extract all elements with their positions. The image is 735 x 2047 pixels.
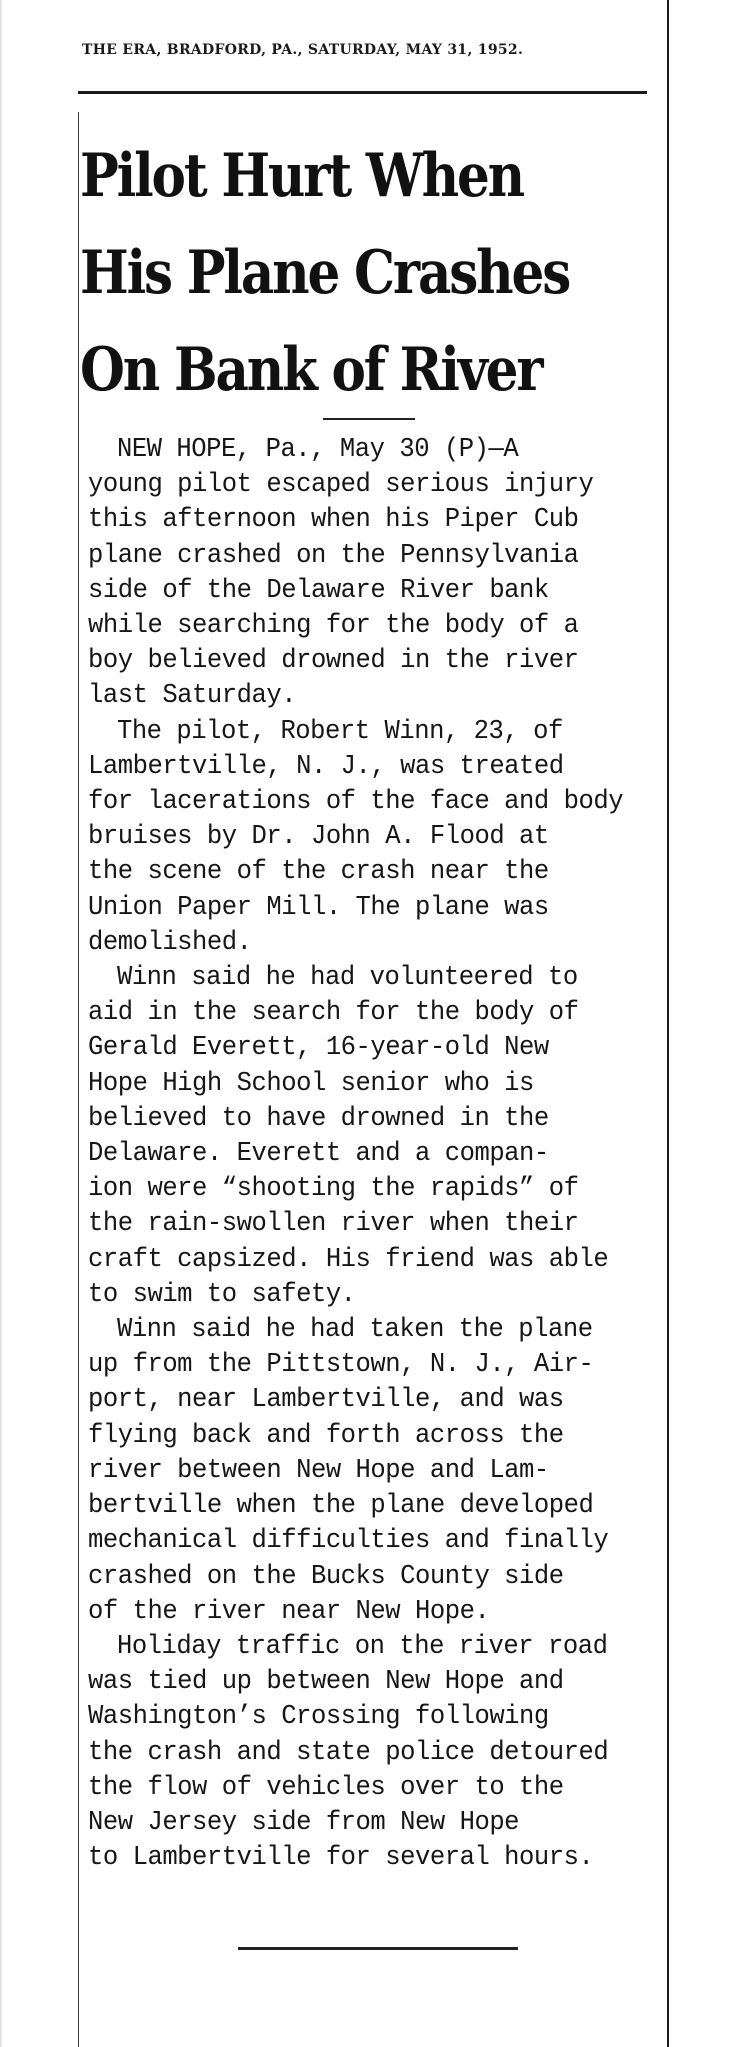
body-line: for lacerations of the face and body	[88, 786, 624, 817]
body-line: Gerald Everett, 16-year-old New	[88, 1032, 549, 1063]
body-line: NEW HOPE, Pa., May 30 (P)—A	[116, 434, 519, 464]
body-line: crashed on the Bucks County side	[88, 1560, 564, 1591]
dateline: THE ERA, BRADFORD, PA., SATURDAY, MAY 31, 1952.	[82, 42, 524, 58]
body-line: port, near Lambertville, and was	[88, 1384, 564, 1415]
body-line: side of the Delaware River bank	[88, 574, 549, 605]
headline-line: On Bank of River	[80, 335, 542, 405]
headline-divider	[323, 418, 415, 420]
body-line: Winn said he had taken the plane	[116, 1314, 593, 1345]
body-line: last Saturday.	[88, 680, 297, 711]
body-line: Lambertville, N. J., was treated	[88, 750, 564, 781]
body-line: was tied up between New Hope and	[88, 1666, 564, 1697]
body-line: to swim to safety.	[88, 1278, 356, 1309]
body-line: Holiday traffic on the river road	[116, 1630, 608, 1661]
page-edge	[0, 0, 3, 2047]
dateline-rule	[78, 91, 647, 94]
body-line: demolished.	[88, 926, 252, 957]
headline-line: His Plane Crashes	[80, 238, 570, 308]
body-line: the rain-swollen river when their	[88, 1208, 579, 1239]
body-line: mechanical difficulties and finally	[88, 1525, 609, 1556]
body-line: young pilot escaped serious injury	[88, 469, 594, 500]
end-rule	[238, 1947, 518, 1950]
column-rule-right	[667, 0, 669, 2047]
body-line: this afternoon when his Piper Cub	[88, 504, 579, 535]
headline	[80, 128, 579, 419]
body-line: aid in the search for the body of	[88, 997, 579, 1028]
body-line: of the river near New Hope.	[88, 1595, 490, 1626]
body-line: Winn said he had volunteered to	[116, 962, 578, 993]
body-line: The pilot, Robert Winn, 23, of	[116, 715, 563, 746]
body-line: Union Paper Mill. The plane was	[88, 891, 549, 922]
body-line: to Lambertville for several hours.	[88, 1842, 594, 1873]
body-line: flying back and forth across the	[88, 1419, 564, 1450]
column-rule-left	[78, 112, 79, 2047]
body-line: New Jersey side from New Hope	[88, 1806, 520, 1837]
body-line: believed to have drowned in the	[88, 1102, 549, 1133]
body-line: the crash and state police detoured	[88, 1736, 609, 1767]
body-line: river between New Hope and Lam-	[88, 1454, 549, 1485]
body-line: bertville when the plane developed	[88, 1490, 594, 1521]
body-line: plane crashed on the Pennsylvania	[88, 539, 579, 570]
body-line: Hope High School senior who is	[88, 1067, 534, 1098]
body-line: the flow of vehicles over to the	[88, 1771, 564, 1802]
body-line: up from the Pittstown, N. J., Air-	[88, 1349, 594, 1380]
body-line: craft capsized. His friend was able	[88, 1243, 609, 1274]
body-line: Washington’s Crossing following	[88, 1701, 549, 1732]
body-line: ion were “shooting the rapids” of	[88, 1173, 579, 1204]
body-line: while searching for the body of a	[88, 610, 579, 641]
body-line: bruises by Dr. John A. Flood at	[88, 821, 549, 852]
article-body	[88, 432, 640, 1875]
headline-line: Pilot Hurt When	[80, 141, 524, 211]
body-line: the scene of the crash near the	[88, 856, 549, 887]
body-line: Delaware. Everett and a compan-	[88, 1138, 549, 1169]
body-line: boy believed drowned in the river	[88, 645, 579, 676]
